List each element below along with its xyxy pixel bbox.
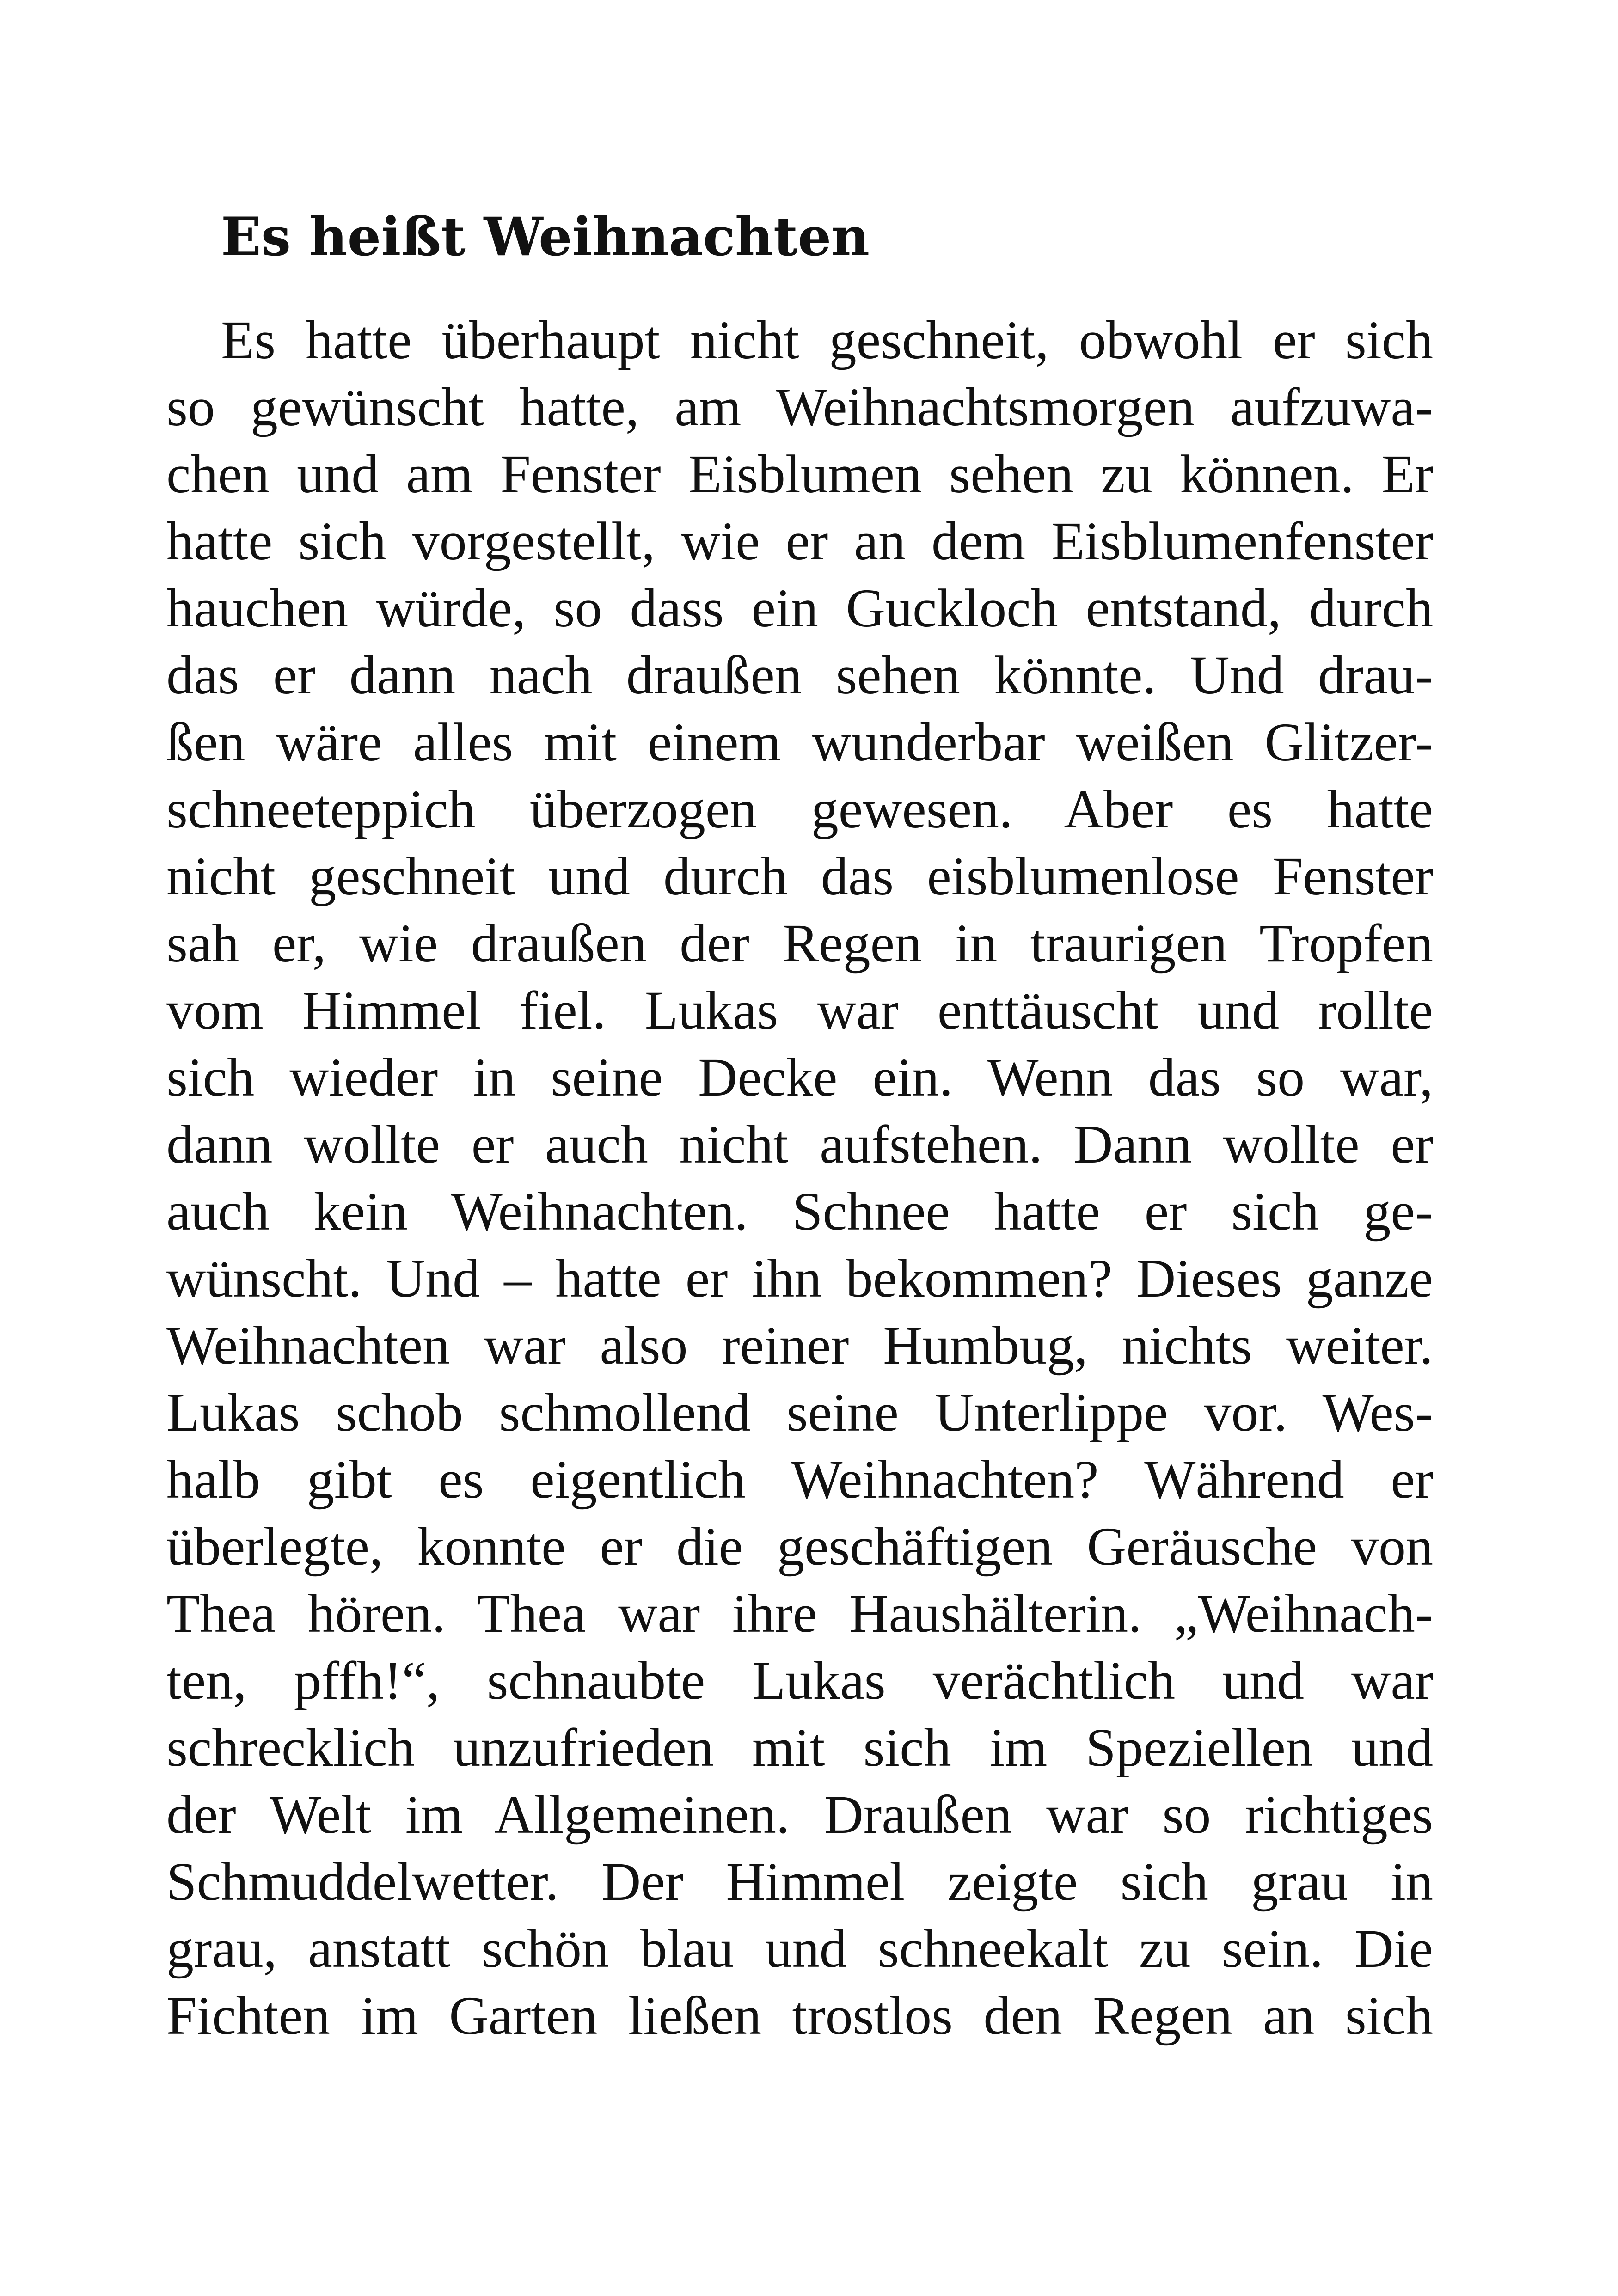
text-line: Lukas schob schmollend seine Unterlippe vor. Wes- xyxy=(166,1382,1433,1443)
text-line: das er dann nach draußen sehen könnte. Und drau- xyxy=(166,645,1433,705)
text-line: Schmuddelwetter. Der Himmel zeigte sich grau in xyxy=(166,1851,1433,1912)
text-line: so gewünscht hatte, am Weihnachtsmorgen aufzuwa- xyxy=(166,377,1433,437)
text-line: ßen wäre alles mit einem wunderbar weißen Glitzer- xyxy=(166,712,1433,772)
text-line: schneeteppich überzogen gewesen. Aber es hatte xyxy=(166,779,1433,839)
text-line: überlegte, konnte er die geschäftigen Geräusche von xyxy=(166,1516,1433,1577)
text-line: Fichten im Garten ließen trostlos den Regen an sich xyxy=(166,1985,1433,2046)
text-line: der Welt im Allgemeinen. Draußen war so richtiges xyxy=(166,1784,1433,1845)
text-line: chen und am Fenster Eisblumen sehen zu können. Er xyxy=(166,444,1433,504)
text-line: dann wollte er auch nicht aufstehen. Dann wollte er xyxy=(166,1114,1433,1175)
text-line: Es hatte überhaupt nicht geschneit, obwohl er sich xyxy=(221,310,1433,370)
text-line: hatte sich vorgestellt, wie er an dem Eisblumenfenster xyxy=(166,511,1433,571)
text-line: Thea hören. Thea war ihre Haushälterin. „Weihnach- xyxy=(166,1583,1433,1644)
text-line: halb gibt es eigentlich Weihnachten? Während er xyxy=(166,1449,1433,1510)
text-line: Weihnachten war also reiner Humbug, nichts weiter. xyxy=(166,1315,1433,1376)
text-line: hauchen würde, so dass ein Guckloch entstand, durch xyxy=(166,578,1433,638)
text-line: vom Himmel fiel. Lukas war enttäuscht und rollte xyxy=(166,980,1433,1041)
text-line: sah er, wie draußen der Regen in traurigen Tropfen xyxy=(166,913,1433,974)
text-line: nicht geschneit und durch das eisblumenlose Fenster xyxy=(166,846,1433,906)
chapter-title: Es heißt Weihnachten xyxy=(221,206,870,268)
text-line: ten, pffh!“, schnaubte Lukas verächtlich und war xyxy=(166,1650,1433,1711)
chapter-body xyxy=(166,306,1433,2049)
text-line: sich wieder in seine Decke ein. Wenn das so war, xyxy=(166,1047,1433,1108)
text-line: wünscht. Und – hatte er ihn bekommen? Dieses ganze xyxy=(166,1248,1433,1309)
text-line: grau, anstatt schön blau und schneekalt zu sein. Die xyxy=(166,1918,1433,1979)
text-line: schrecklich unzufrieden mit sich im Speziellen und xyxy=(166,1717,1433,1778)
text-line: auch kein Weihnachten. Schnee hatte er sich ge- xyxy=(166,1181,1433,1242)
